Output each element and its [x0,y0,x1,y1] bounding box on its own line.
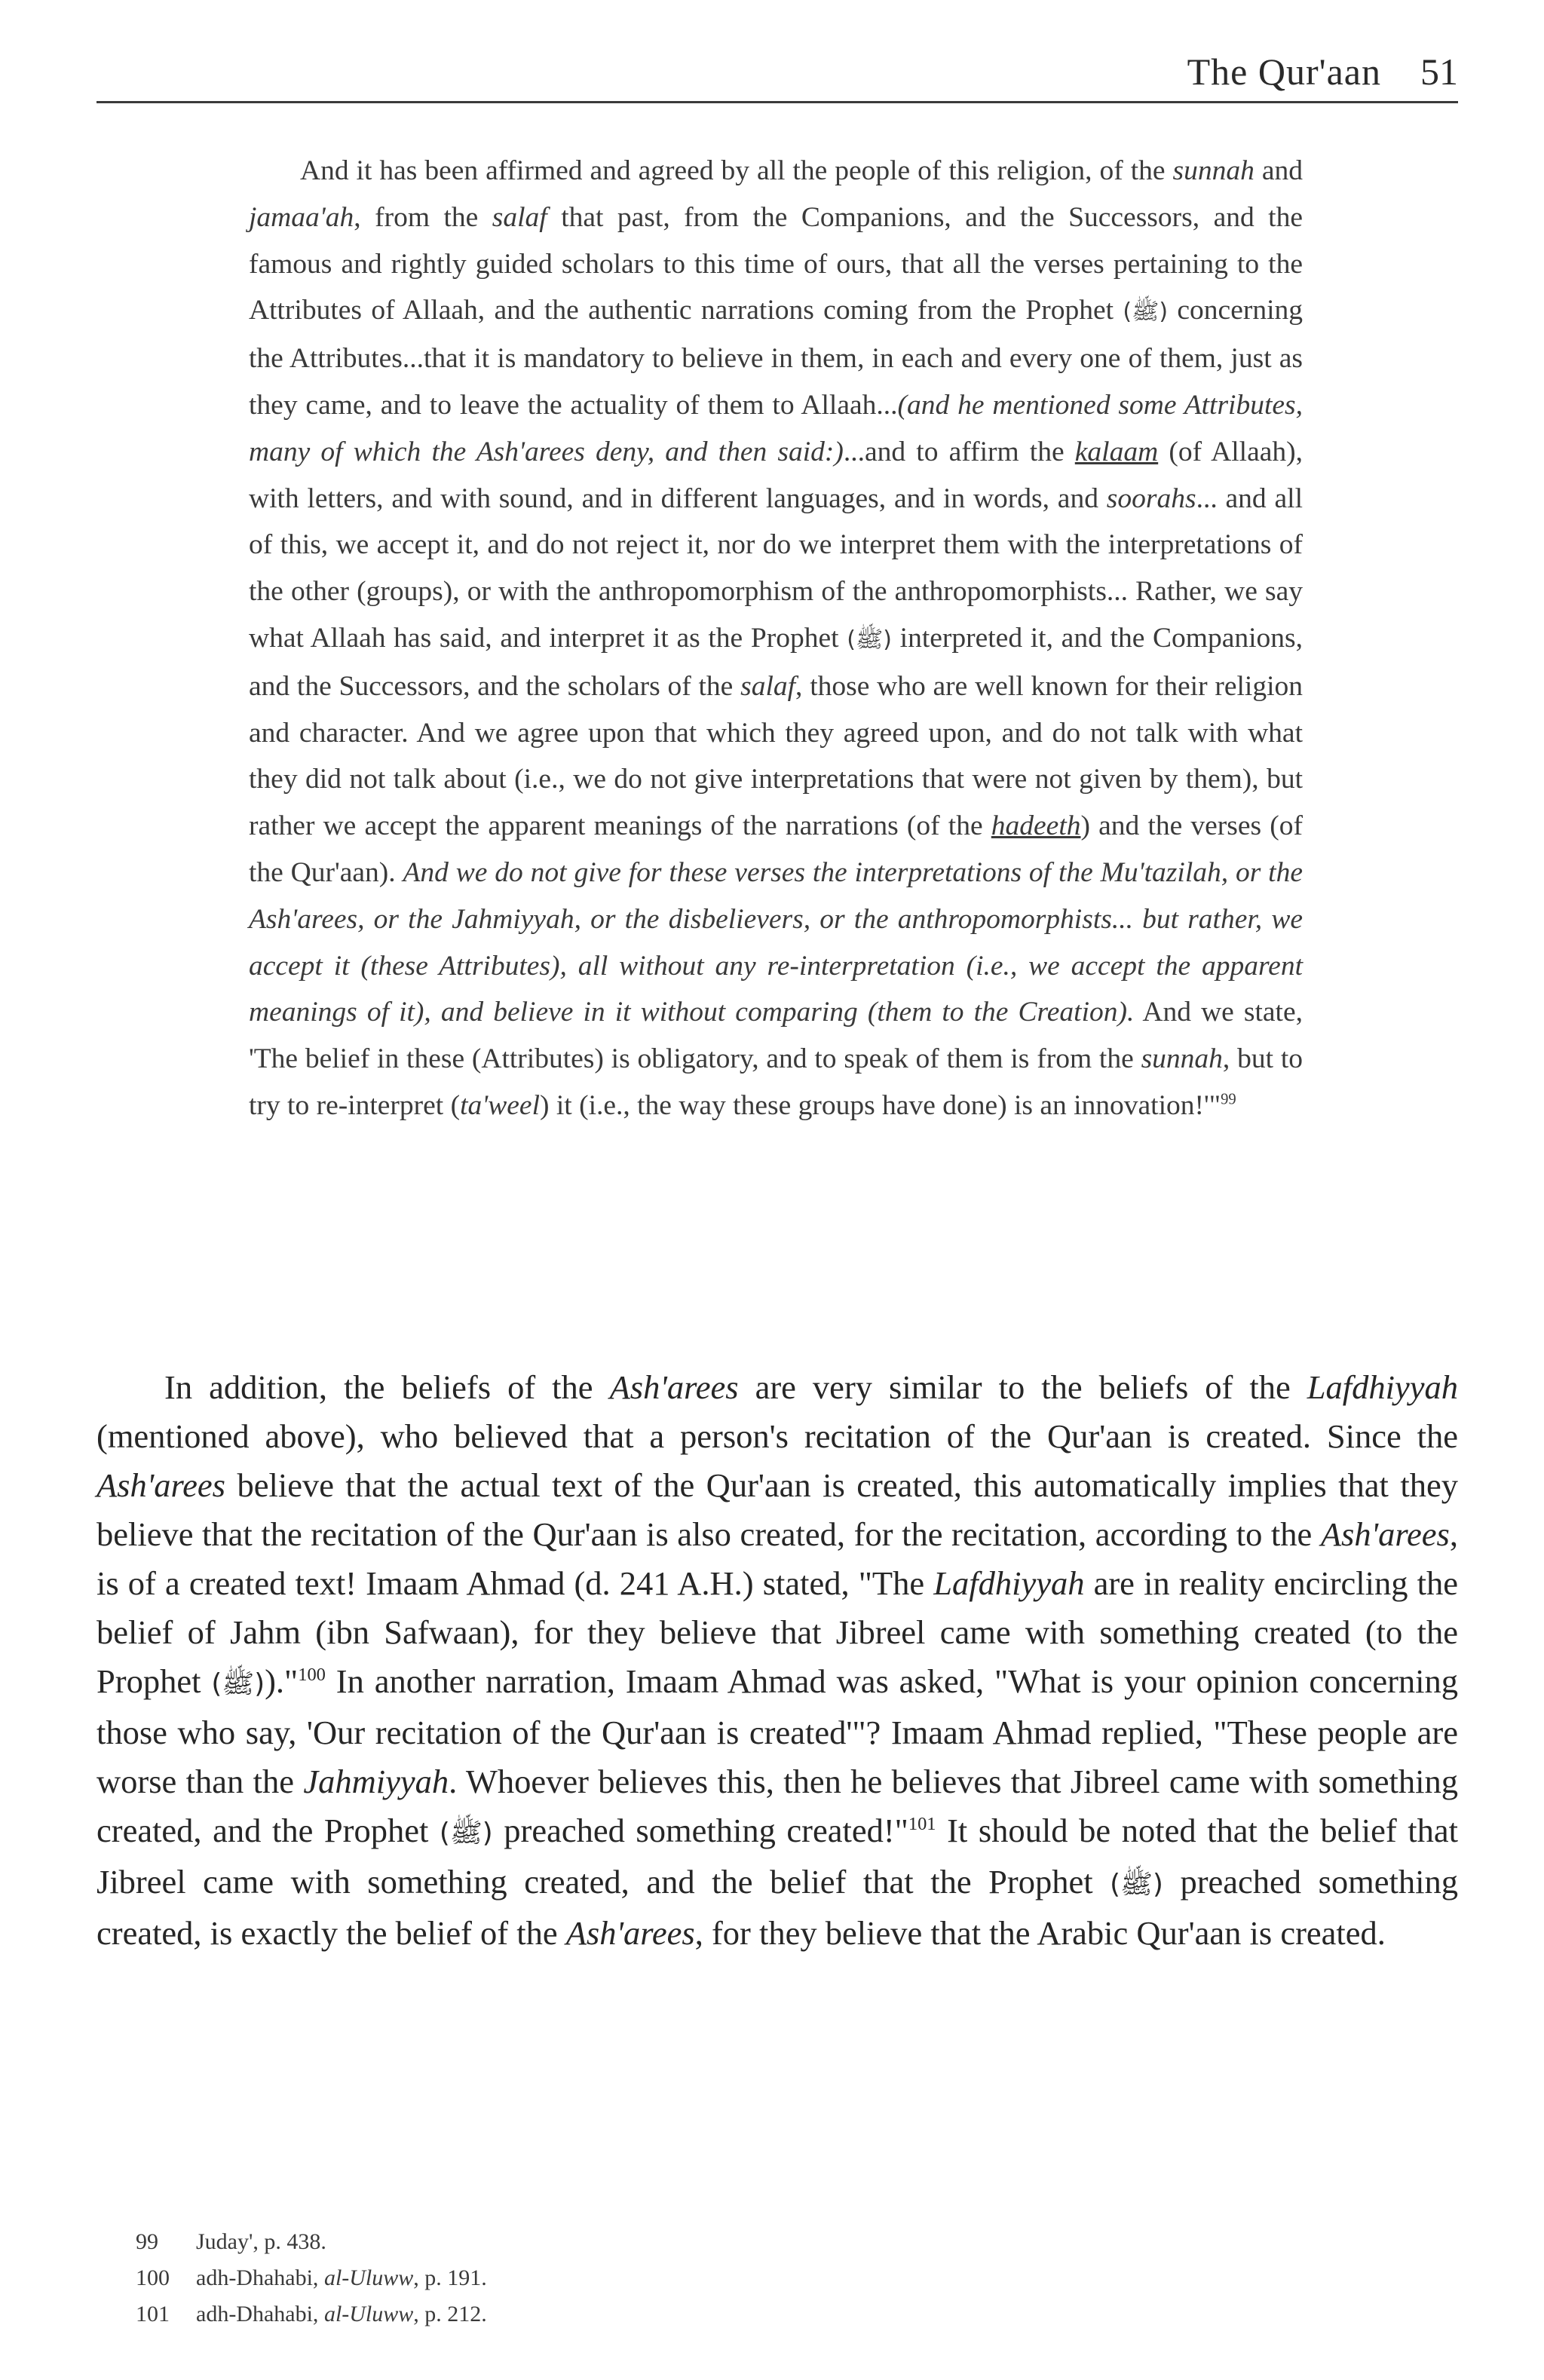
running-title: The Qur'aan [1187,51,1381,93]
quote-text: , from the [354,201,492,233]
quote-text: And we state, 'The belief in these (Attributes) is obligatory, and to speak of them is from the [249,997,1303,1075]
body-paragraph [96,1363,1458,1958]
quote-text: And it has been affirmed and agreed by all the people of this religion, of the [300,155,1173,186]
footnote-text: , p. 191. [413,2265,487,2290]
editorial-note: (and he mentioned some Attributes, many of which the Ash'arees deny, and then said:) [249,389,1303,467]
quote-text: interpreted it, and the Companions, and the Successors, and the scholars of the [249,622,1303,702]
page-number: 51 [1420,51,1458,93]
quote-text: (of Allaah), with letters, and with sound, and in different languages, and in words, and [249,436,1303,514]
term-salaf: salaf [740,670,796,702]
quote-text: , those who are well known for their religion and character. And we agree upon that which they agreed upon, and do not talk with what they did not talk about (i.e., we do not give interpretations that were not given by them), but rather we accept the apparent meanings of the narrations (of the [249,670,1303,842]
quote-text: and [1254,155,1303,186]
footnote-book-title: al-Uluww [323,2302,414,2326]
body-text: . Whoever believes this, then he believes that Jibreel came with something created, and the Prophet [96,1763,1458,1849]
term-asharees: Ash'arees [609,1368,739,1406]
term-sunnah: sunnah [1141,1043,1223,1075]
quote-text: ... and all of this, we accept it, and do not reject it, nor do we interpret them with the interpretations of the other (groups), or with the anthropomorphism of the anthropomorphists... Rather, we say what Allaah has said, and interpret it as the Prophet [249,482,1303,654]
body-text: are very similar to the beliefs of the [738,1368,1307,1406]
quote-text: ) it (i.e., the way these groups have done) is an innovation!'" [540,1089,1221,1121]
footnote-text: adh-Dhahabi, [196,2265,324,2290]
footnote-ref[interactable]: 100 [298,1665,326,1686]
body-text: preached something created!" [492,1812,908,1849]
quote-text: that past, from the Companions, and the Successors, and the famous and rightly guided scholars to this time of ours, that all the verses pertaining to the Attributes of Allaah, and the authentic narrations coming from the Prophet [249,201,1303,326]
term-jamaah: jamaa'ah [249,201,354,233]
running-head [96,47,1458,103]
term-hadeeth: hadeeth [991,810,1081,842]
term-jahmiyyah: Jahmiyyah [303,1763,449,1800]
body-text: preached something created, is exactly the belief of the [96,1863,1459,1952]
body-text: In another narration, Imaam Ahmad was asked, "What is your opinion concerning those who say, 'Our recitation of the Qur'aan is created'"? Imaam Ahmad replied, "These people are worse than the [96,1662,1458,1800]
term-salaf: salaf [492,201,547,233]
salutation-glyph: (ﷺ) [439,1818,493,1849]
footnote-ref[interactable]: 99 [1221,1091,1236,1108]
footnote-number: 101 [136,2302,170,2326]
footnote-text: adh-Dhahabi, [196,2302,324,2326]
body-text: (mentioned above), who believed that a person's recitation of the Qur'aan is created. Since the [96,1417,1458,1455]
footnote-100 [136,2260,487,2296]
term-lafdhiyyah: Lafdhiyyah [933,1564,1085,1602]
term-asharees: Ash'arees [96,1466,226,1504]
footnote-text: , p. 212. [413,2302,487,2326]
body-text: , for they believe that the Arabic Qur'aan is created. [694,1914,1386,1952]
salutation-glyph: (ﷺ) [211,1668,265,1699]
salutation-glyph: (ﷺ) [1123,299,1169,326]
quote-text: concerning the Attributes...that it is mandatory to believe in them, in each and every one of them, just as they came, and to leave the actuality of them to Allaah... [249,295,1304,421]
footnote-ref[interactable]: 101 [908,1814,936,1835]
term-taweel: ta'weel [460,1089,540,1121]
quote-text: , but to try to re-interpret ( [249,1043,1303,1121]
term-asharees: Ash'arees [565,1914,695,1952]
term-asharees: Ash'arees [1320,1515,1450,1553]
body-text: , is of a created text! Imaam Ahmad (d. 241 A.H.) stated, "The [96,1515,1458,1602]
term-kalaam: kalaam [1074,436,1159,467]
footnote-book-title: al-Uluww [323,2265,414,2290]
footnote-99 [136,2224,487,2260]
footnote-number: 99 [136,2229,158,2254]
footnote-number: 100 [136,2265,170,2290]
block-quotation [249,148,1303,1129]
term-lafdhiyyah: Lafdhiyyah [1307,1368,1458,1406]
body-text: are in reality encircling the belief of Jahm (ibn Safwaan), for they believe that Jibreel came with something created (to the Prophet [96,1564,1459,1700]
italic-passage: And we do not give for these verses the interpretations of the Mu'tazilah, or the Ash'arees, or the Jahmiyyah, or the disbelievers, or the anthropomorphists... but rather, we accept it (these Attributes), all without any re-interpretation (i.e., we accept the apparent meanings of it), and believe in it without comparing (them to the Creation). [249,856,1303,1028]
body-text: It should be noted that the belief that Jibreel came with something created, and the belief that the Prophet [96,1812,1458,1901]
footnotes [136,2224,487,2333]
salutation-glyph: (ﷺ) [847,626,892,653]
quote-text: ...and to affirm the [843,436,1075,467]
quote-text: ) and the verses (of the Qur'aan). [249,810,1304,888]
body-text: )." [265,1662,299,1700]
body-text: In addition, the beliefs of the [164,1368,610,1406]
term-sunnah: sunnah [1172,155,1254,186]
body-text: believe that the actual text of the Qur'aan is created, this automatically implies that they believe that the recitation of the Qur'aan is also created, for the recitation, according to the [96,1466,1458,1553]
term-soorahs: soorahs [1106,482,1196,514]
footnote-101 [136,2296,487,2333]
footnote-text: Juday', p. 438. [196,2229,326,2254]
salutation-glyph: (ﷺ) [1110,1869,1163,1900]
